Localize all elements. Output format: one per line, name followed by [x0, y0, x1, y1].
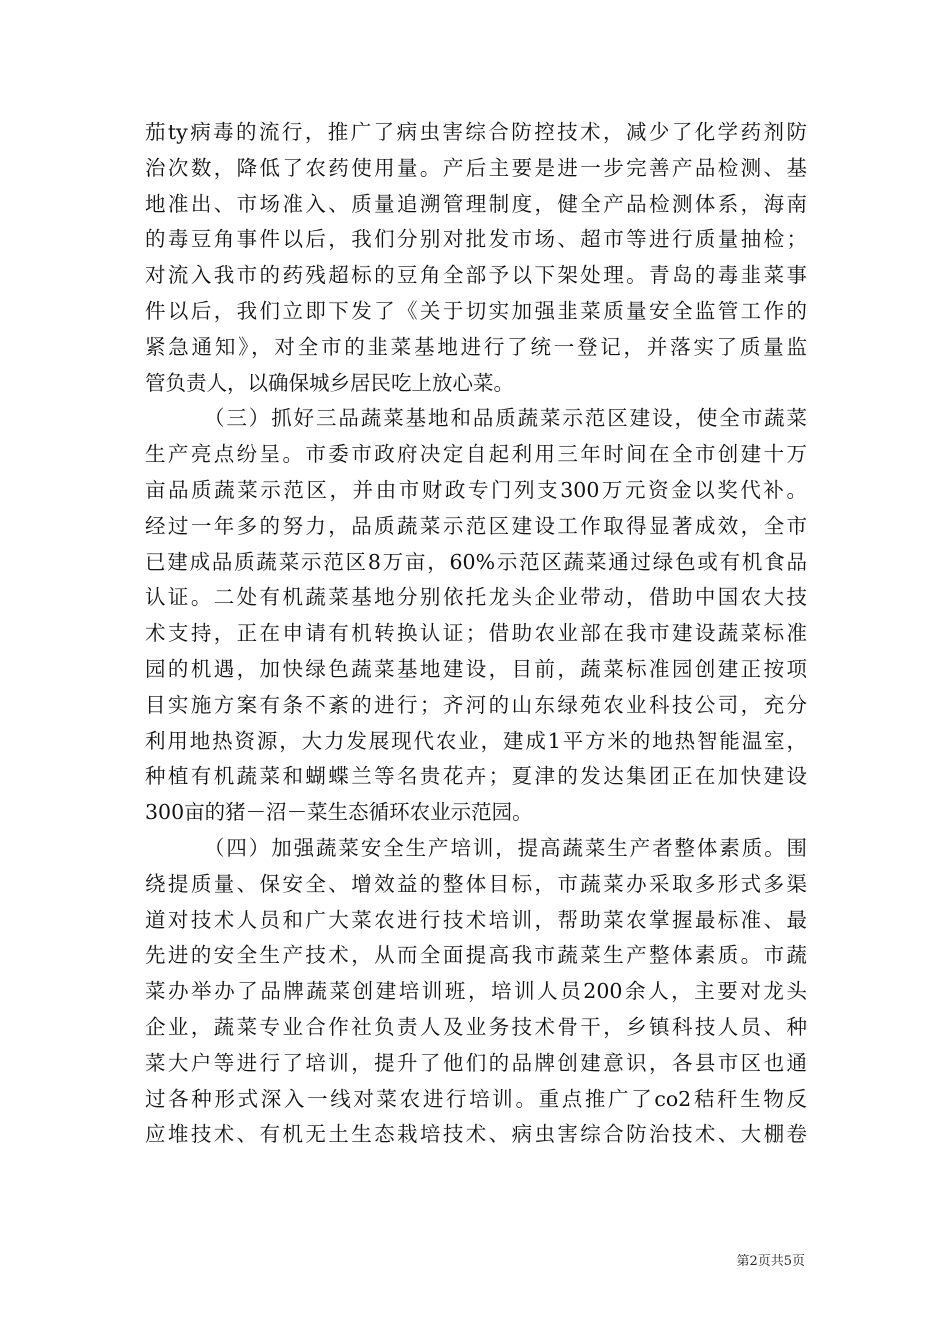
text-line: 地准出、市场准入、质量追溯管理制度，健全产品检测体系，海南	[145, 191, 807, 216]
text-line: 紧急通知》，对全市的韭菜基地进行了统一登记，并落实了质量监	[145, 334, 807, 359]
paragraph-2	[145, 401, 807, 831]
text-line: 术支持，正在申请有机转换认证；借助农业部在我市建设蔬菜标准	[145, 621, 807, 646]
text-line: 目实施方案有条不紊的进行；齐河的山东绿苑农业科技公司，充分	[145, 692, 807, 717]
text-line: 件以后，我们立即下发了《关于切实加强韭菜质量安全监管工作的	[145, 298, 807, 323]
text-line: 300亩的猪－沼－菜生态循环农业示范园。	[145, 800, 533, 825]
text-line: （三）抓好三品蔬菜基地和品质蔬菜示范区建设，使全市蔬菜	[204, 406, 807, 431]
body-text	[145, 115, 807, 1153]
text-line: 亩品质蔬菜示范区，并由市财政专门列支300万元资金以奖代补。	[145, 477, 807, 502]
text-line: 茄ty病毒的流行，推广了病虫害综合防控技术，减少了化学药剂防	[145, 120, 807, 144]
text-line: 生产亮点纷呈。市委市政府决定自起利用三年时间在全市创建十万	[145, 442, 807, 467]
page-number: 第2页共5页	[736, 1254, 805, 1269]
text-line: 已建成品质蔬菜示范区8万亩，60%示范区蔬菜通过绿色或有机食品	[145, 549, 807, 574]
text-line: （四）加强蔬菜安全生产培训，提高蔬菜生产者整体素质。围	[204, 835, 807, 860]
text-line: 园的机遇，加快绿色蔬菜基地建设，目前，蔬菜标准园创建正按项	[145, 656, 807, 681]
text-line: 管负责人，以确保城乡居民吃上放心菜。	[145, 370, 514, 395]
text-line: 先进的安全生产技术，从而全面提高我市蔬菜生产整体素质。市蔬	[145, 943, 807, 968]
text-line: 道对技术人员和广大菜农进行技术培训，帮助菜农掌握最标准、最	[145, 907, 807, 932]
text-line: 企业，蔬菜专业合作社负责人及业务技术骨干，乡镇科技人员、种	[145, 1014, 807, 1039]
text-line: 利用地热资源，大力发展现代农业，建成1平方米的地热智能温室，	[145, 728, 807, 753]
text-line: 种植有机蔬菜和蝴蝶兰等名贵花卉；夏津的发达集团正在加快建设	[145, 764, 807, 789]
text-line: 过各种形式深入一线对菜农进行培训。重点推广了co2秸秆生物反	[145, 1086, 807, 1111]
text-line: 的毒豆角事件以后，我们分别对批发市场、超市等进行质量抽检；	[145, 227, 807, 252]
text-line: 绕提质量、保安全、增效益的整体目标，市蔬菜办采取多形式多渠	[145, 871, 807, 896]
paragraph-3	[145, 831, 807, 1153]
text-line: 治次数，降低了农药使用量。产后主要是进一步完善产品检测、基	[145, 155, 807, 180]
text-line: 菜办举办了品牌蔬菜创建培训班，培训人员200余人，主要对龙头	[145, 979, 807, 1004]
text-line: 对流入我市的药残超标的豆角全部予以下架处理。青岛的毒韭菜事	[145, 263, 807, 288]
text-line: 菜大户等进行了培训，提升了他们的品牌创建意识，各县市区也通	[145, 1050, 807, 1075]
text-line: 认证。二处有机蔬菜基地分别依托龙头企业带动，借助中国农大技	[145, 585, 807, 610]
text-line: 应堆技术、有机无土生态栽培技术、病虫害综合防治技术、大棚卷	[145, 1122, 807, 1147]
paragraph-1	[145, 115, 807, 401]
text-line: 经过一年多的努力，品质蔬菜示范区建设工作取得显著成效，全市	[145, 513, 807, 538]
